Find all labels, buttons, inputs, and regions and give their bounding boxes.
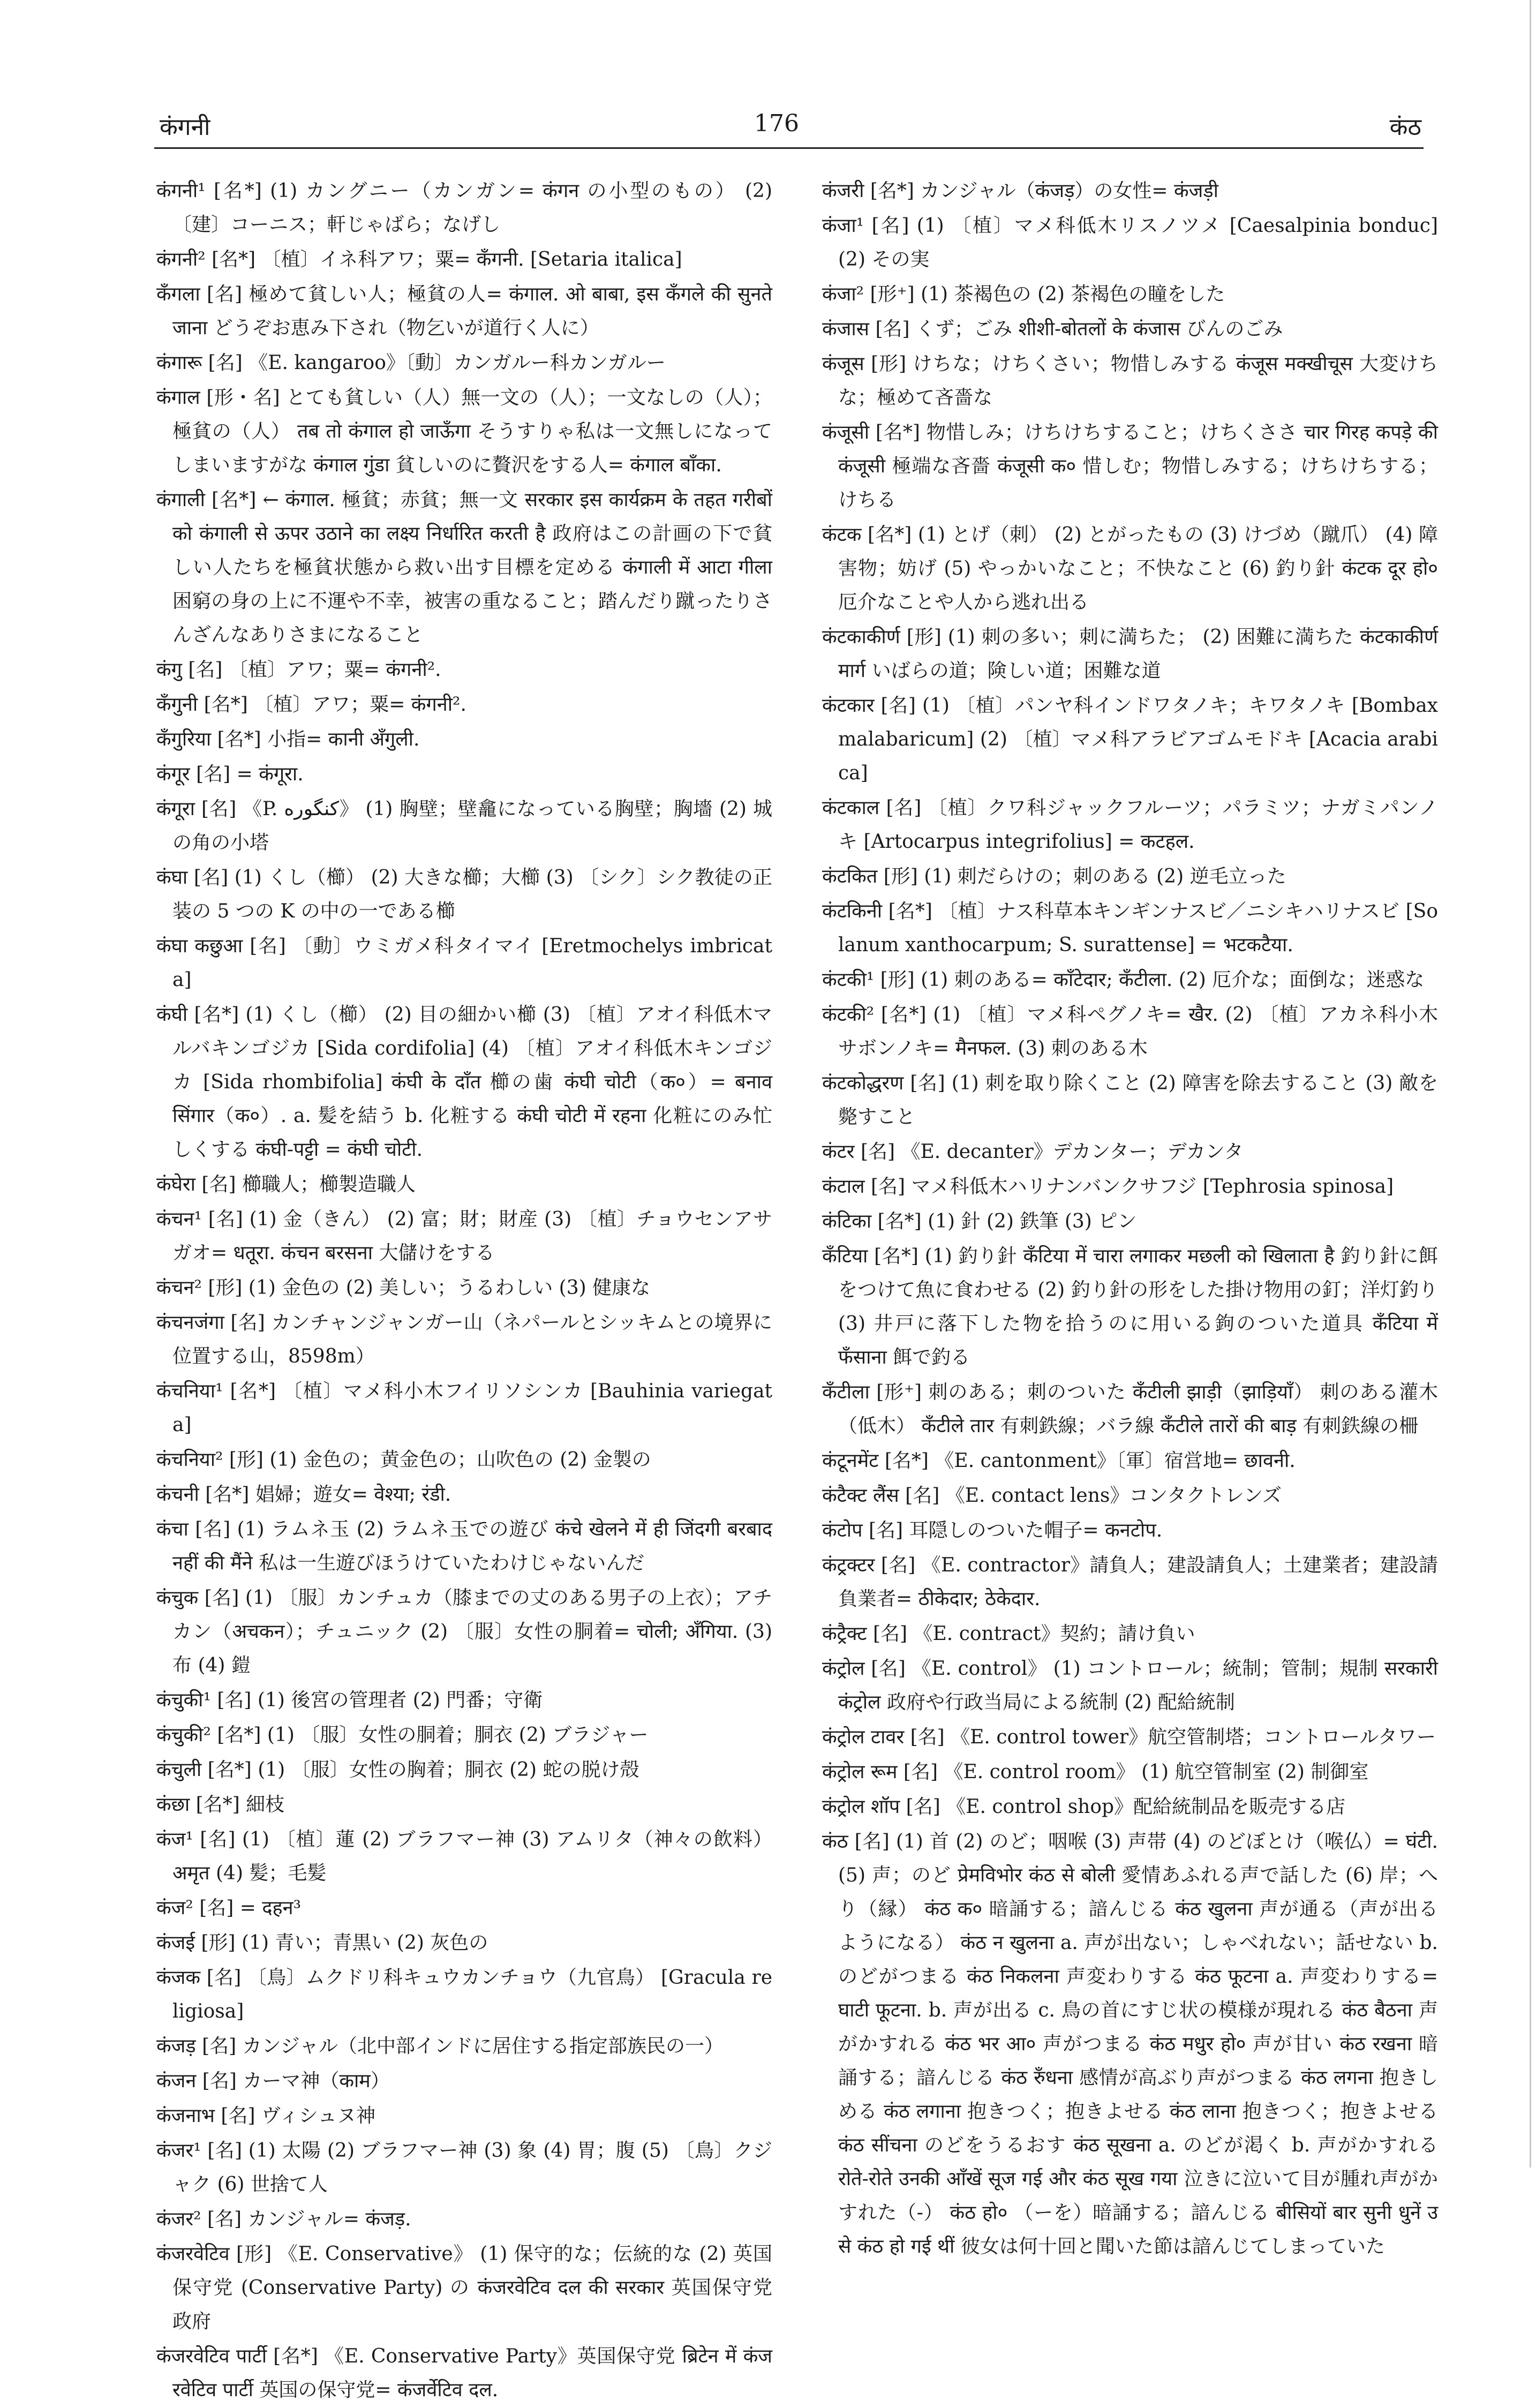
dictionary-entry: कंजन [名] カーマ神（काम）	[156, 2070, 390, 2092]
dictionary-entry: कंजर¹ [名] (1) 太陽 (2) ブラフマー神 (3) 象 (4) 胃；腹 (5) 〔鳥〕クジャク (6) 世捨て人	[156, 2140, 772, 2195]
header-rule	[154, 147, 1424, 149]
left-column	[156, 174, 772, 2408]
dictionary-entry: कंटकी² [名*] (1) 〔植〕マメ科ペグノキ= खैर. (2) 〔植〕アカネ科小木サボンノキ= मैनफल. (3) 刺のある木	[822, 1004, 1438, 1059]
dictionary-entry: कंगनी² [名*] 〔植〕イネ科アワ；粟= कँगनी. [Setaria italica]	[156, 249, 682, 270]
dictionary-entry: कँटीला [形⁺] 刺のある；刺のついた कँटीली झाड़ी（झाड़ियाँ） 刺のある灌木（低木） कँटीले तार 有刺鉄線；バラ線 कँटीले तारों की बाड़ 有刺鉄線の柵	[822, 1381, 1438, 1437]
page-header	[0, 0, 1536, 171]
dictionary-entry: कंचुकी² [名*] (1) 〔服〕女性の胴着；胴衣 (2) ブラジャー	[156, 1724, 649, 1746]
dictionary-entry: कंचुक [名] (1) 〔服〕カンチュカ（膝までの丈のある男子の上衣）；アチカン（अचकन）；チュニック (2) 〔服〕女性の胴着= चोली; अँगिया. (3) 布 (4) 鎧	[156, 1587, 772, 1676]
dictionary-entry: कंचनजंगा [名] カンチャンジャンガー山（ネパールとシッキムとの境界に位置する山，8598m）	[156, 1312, 772, 1367]
dictionary-entry: कंट्रोल टावर [名] 《E. control tower》航空管制塔；コントロールタワー	[822, 1726, 1436, 1748]
dictionary-entry: कंजरवेटिव [形] 《E. Conservative》 (1) 保守的な；伝統的な (2) 英国保守党 (Conservative Party) の कंजरवेटिव दल की सरकार 英国保守党政府	[156, 2243, 772, 2332]
dictionary-entry: कंटकी¹ [形] (1) 刺のある= काँटेदार; कँटीला. (2) 厄介な；面倒な；迷惑な	[822, 969, 1425, 991]
dictionary-entry: कंघेरा [名] 櫛職人；櫛製造職人	[156, 1173, 416, 1195]
dictionary-entry: कंटूनमेंट [名*] 《E. cantonment》〔軍〕宿営地= छावनी.	[822, 1450, 1296, 1472]
dictionary-entry: कंटकित [形] (1) 刺だらけの；刺のある (2) 逆毛立った	[822, 866, 1286, 887]
dictionary-entry: कंज¹ [名] (1) 〔植〕蓮 (2) ブラフマー神 (3) アムリタ（神々の飲料） अमृत (4) 髪；毛髪	[156, 1828, 772, 1884]
dictionary-entry: कंटोप [名] 耳隠しのついた帽子= कनटोप.	[822, 1519, 1163, 1541]
dictionary-entry: कंटिका [名*] (1) 針 (2) 鉄筆 (3) ピン	[822, 1210, 1137, 1232]
dictionary-entry: कंगूर [名] = कंगूरा.	[156, 763, 304, 785]
dictionary-entry: कंघा कछुआ [名] 〔動〕ウミガメ科タイマイ [Eretmochelys imbricata]	[156, 935, 772, 991]
dictionary-entry: कंचन² [形] (1) 金色の (2) 美しい；うるわしい (3) 健康な	[156, 1277, 651, 1299]
dictionary-entry: कंजूस [形] けちな；けちくさい；物惜しみする कंजूस मक्खीचूस 大変けちな；極めて吝嗇な	[822, 353, 1438, 409]
dictionary-entry: कंजरी [名*] カンジャル（कंजड़）の女性= कंजड़ी	[822, 180, 1218, 202]
dictionary-entry: कंटकार [名] (1) 〔植〕パンヤ科インドワタノキ；キワタノキ [Bombax malabaricum] (2) 〔植〕マメ科アラビアゴムモドキ [Acacia arabica]	[822, 695, 1438, 784]
dictionary-entry: कंट्रोल शॉप [名] 《E. control shop》配給統制品を販売する店	[822, 1796, 1346, 1818]
dictionary-entry: कंगु [名] 〔植〕アワ；粟= कंगनी².	[156, 659, 441, 681]
dictionary-entry: कंटैक्ट लैंस [名] 《E. contact lens》コンタクトレンズ	[822, 1485, 1282, 1507]
dictionary-entry: कंजा² [形⁺] (1) 茶褐色の (2) 茶褐色の瞳をした	[822, 283, 1225, 305]
dictionary-entry: कंटकाल [名] 〔植〕クワ科ジャックフルーツ；パラミツ；ナガミパンノキ [Artocarpus integrifolius] = कटहल.	[822, 797, 1438, 853]
dictionary-entry: कंट्रक्टर [名] 《E. contractor》請負人；建設請負人；土建業者；建設請負業者= ठीकेदार; ठेकेदार.	[822, 1554, 1438, 1610]
dictionary-entry: कँटिया [名*] (1) 釣り針 कँटिया में चारा लगाकर मछली को खिलाता है 釣り針に餌をつけて魚に食わせる (2) 釣り針の形をした掛け物用の釘；洋灯釣り (3) 井戸に落下した物を拾うのに用いる鉤のついた道具 कँटिया में फँसाना 餌で釣る	[822, 1245, 1438, 1368]
dictionary-entry: कंट्रोल [名] 《E. control》 (1) コントロール；統制；管制；規制 सरकारी कंट्रोल 政府や行政当局による統制 (2) 配給統制	[822, 1658, 1438, 1713]
dictionary-entry: कंचनिया¹ [名*] 〔植〕マメ科小木フイリソシンカ [Bauhinia variegata]	[156, 1380, 772, 1436]
dictionary-entry: कंगाल [形・名] とても貧しい（人）無一文の（人）；一文なしの（人）；極貧の（人） तब तो कंगाल हो जाऊँगा そうすりゃ私は一文無しになってしまいますがな कंगाल गुंडा 貧しいのに贅沢をする人= कंगाल बाँका.	[156, 387, 772, 476]
header-guide-word-right: कंठ	[1389, 114, 1421, 141]
dictionary-entry: कंट्रैक्ट [名] 《E. contract》契約；請け負い	[822, 1623, 1195, 1645]
dictionary-entry: कंजई [形] (1) 青い；青黒い (2) 灰色の	[156, 1932, 488, 1954]
dictionary-entry: कंचन¹ [名] (1) 金（きん） (2) 富；財；財産 (3) 〔植〕チョウセンアサガオ= धतूरा. कंचन बरसना 大儲けをする	[156, 1208, 772, 1264]
dictionary-entry: कंजनाभ [名] ヴィシュヌ神	[156, 2105, 376, 2127]
dictionary-entry: कंटकाकीर्ण [形] (1) 刺の多い；刺に満ちた； (2) 困難に満ちた कंटकाकीर्ण मार्ग いばらの道；険しい道；困難な道	[822, 626, 1438, 682]
dictionary-entry: कँगुरिया [名*] 小指= कानी अँगुली.	[156, 728, 420, 750]
dictionary-entry: कंट्रोल रूम [名] 《E. control room》 (1) 航空管制室 (2) 制御室	[822, 1761, 1369, 1783]
dictionary-entry: कंजड़ [名] カンジャル（北中部インドに居住する指定部族民の一）	[156, 2035, 724, 2057]
dictionary-entry: कंछा [名*] 細枝	[156, 1794, 285, 1816]
dictionary-entry: कंजूसी [名*] 物惜しみ；けちけちすること；けちくささ चार गिरह कपड़े की कंजूसी 極端な吝嗇 कंजूसी क० 惜しむ；物惜しみする；けちけちする；けちる	[822, 422, 1438, 511]
dictionary-entry: कंटकिनी [名*] 〔植〕ナス科草本キンギンナスビ／ニシキハリナスビ [Solanum xanthocarpum; S. surattense] = भटकटैया.	[822, 900, 1438, 956]
dictionary-entry: कंठ [名] (1) 首 (2) のど；咽喉 (3) 声帯 (4) のどぼとけ（喉仏）= घंटी. (5) 声；のど प्रेमविभोर कंठ से बोली 愛情あふれる声で話した (6) 岸；へり（縁） कंठ क० 暗誦する；諳んじる कंठ खुलना 声が通る（声が出るようになる） कंठ न खुलना a. 声が出ない；しゃべれない；話せない b. のどがつまる कंठ निकलना 声変わりする कंठ फूटना a. 声変わりする= घाटी फूटना. b. 声が出る c. 鳥の首にすじ状の模様が現れる कंठ बैठना 声がかすれる कंठ भर आ० 声がつまる कंठ मधुर हो० 声が甘い कंठ रखना 暗誦する；諳んじる कंठ रुँधना 感情が高ぶり声がつまる कंठ लगना 抱きしめる कंठ लगाना 抱きつく；抱きよせる कंठ लाना 抱きつく；抱きよせる कंठ सींचना のどをうるおす कंठ सूखना a. のどが渇く b. 声がかすれる रोते-रोते उनकी आँखें सूज गई और कंठ सूख गया 泣きに泣いて目が腫れ声がかすれた（-） कंठ हो० （ーを）暗誦する；諳んじる बीसियों बार सुनी धुनें उसे कंठ हो गई थीं 彼女は何十回と聞いた節は諳んじてしまっていた	[822, 1831, 1438, 2258]
dictionary-entry: कंचनिया² [形] (1) 金色の；黄金色の；山吹色の (2) 金製の	[156, 1449, 651, 1471]
dictionary-entry: कंघी [名*] (1) くし（櫛） (2) 目の細かい櫛 (3) 〔植〕アオイ科低木マルバキンゴジカ [Sida cordifolia] (4) 〔植〕アオイ科低木キンゴジカ [Sida rhombifolia] कंघी के दाँत 櫛の歯 कंघी चोटी（क०）= बनाव सिंगार（क०）. a. 髪を結う b. 化粧する कंघी चोटी में रहना 化粧にのみ忙しくする कंघी-पट्टी = कंघी चोटी.	[156, 1004, 772, 1161]
dictionary-entry: कंजर² [名] カンジャル= कंजड़.	[156, 2208, 411, 2230]
dictionary-entry: कंचा [名] (1) ラムネ玉 (2) ラムネ玉での遊び कंचे खेलने में ही जिंदगी बरबाद नहीं की मैंने 私は一生遊びほうけていたわけじゃないんだ	[156, 1518, 772, 1574]
dictionary-entry: कंजरवेटिव पार्टी [名*] 《E. Conservative Party》英国保守党 ब्रिटेन में कंजरवेटिव पार्टी 英国の保守党= कंजर्वेटिव दल.	[156, 2345, 772, 2401]
dictionary-entry: कंगनी¹ [名*] (1) カングニー（カンガン= कंगन の小型のもの） (2) 〔建〕コーニス；軒じゃばら；なげし	[156, 180, 772, 236]
dictionary-entry: कंजा¹ [名] (1) 〔植〕マメ科低木リスノツメ [Caesalpinia bonduc] (2) その実	[822, 215, 1438, 270]
dictionary-entry: कंटकोद्धरण [名] (1) 刺を取り除くこと (2) 障害を除去すること (3) 敵を斃すこと	[822, 1072, 1438, 1128]
dictionary-entry: कंचुकी¹ [名] (1) 後宮の管理者 (2) 門番；守衛	[156, 1689, 543, 1711]
dictionary-entry: कंगूरा [名] 《P. کنگوره》 (1) 胸壁；壁龕になっている胸壁；胸墻 (2) 城の角の小塔	[156, 798, 772, 854]
dictionary-entry: कंटाल [名] マメ科低木ハリナンバンクサフジ [Tephrosia spinosa]	[822, 1176, 1394, 1198]
header-guide-word-left: कंगनी	[160, 114, 210, 141]
dictionary-entry: कंगाली [名*] ← कंगाल. 極貧；赤貧；無一文 सरकार इस कार्यक्रम के तहत गरीबों को कंगाली से ऊपर उठाने का लक्ष्य निर्धारित करती है 政府はこの計画の下で貧しい人たちを極貧状態から救い出す目標を定める कंगाली में आटा गीला 困窮の身の上に不運や不幸，被害の重なること；踏んだり蹴ったりさんざんなありさまになること	[156, 489, 772, 646]
dictionary-entry: कंटक [名*] (1) とげ（刺） (2) とがったもの (3) けづめ（蹴爪） (4) 障害物；妨げ (5) やっかいなこと；不快なこと (6) 釣り針 कंटक दूर हो० 厄介なことや人から逃れ出る	[822, 524, 1438, 613]
dictionary-entry: कंज² [名] = दहन³	[156, 1897, 302, 1919]
dictionary-entry: कंजक [名] 〔鳥〕ムクドリ科キュウカンチョウ（九官鳥） [Gracula religiosa]	[156, 1967, 772, 2022]
page-number: 176	[754, 110, 799, 137]
dictionary-entry: कंटर [名] 《E. decanter》デカンター；デカンタ	[822, 1141, 1244, 1163]
dictionary-entry: कंचुली [名*] (1) 〔服〕女性の胸着；胴衣 (2) 蛇の脱け殻	[156, 1759, 639, 1781]
dictionary-entry: कंजास [名] くず；ごみ शीशी-बोतलों के कंजास びんのごみ	[822, 318, 1283, 340]
dictionary-entry: कंघा [名] (1) くし（櫛） (2) 大きな櫛；大櫛 (3) 〔シク〕シク教徒の正装の 5 つの K の中の一である櫛	[156, 867, 772, 922]
right-column	[822, 174, 1438, 2264]
dictionary-entry: कँगुनी [名*] 〔植〕アワ；粟= कंगनी².	[156, 694, 466, 716]
scan-edge-line	[1530, 0, 1531, 2168]
dictionary-entry: कंचनी [名*] 娼婦；遊女= वेश्या; रंडी.	[156, 1484, 451, 1506]
dictionary-entry: कँगला [名] 極めて貧しい人；極貧の人= कंगाल. ओ बाबा, इस कँगले की सुनते जाना どうぞお恵み下され（物乞いが道行く人に）	[156, 283, 772, 339]
dictionary-entry: कंगारू [名] 《E. kangaroo》〔動〕カンガルー科カンガルー	[156, 352, 666, 374]
